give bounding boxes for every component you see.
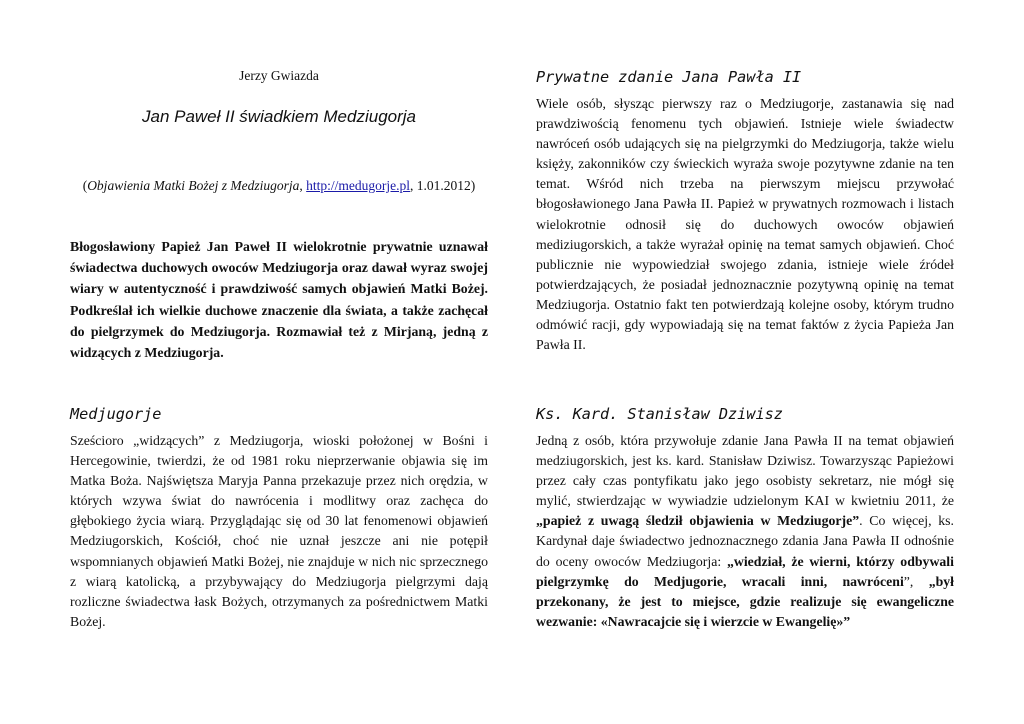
dziwisz-quote-3: „był przekonany, że jest to miejsce, gdzie realizuje się ewangeliczne wezwanie: «Nawracajcie się i wierzcie w Ewangelię»” [536, 573, 954, 629]
document-title: Jan Paweł II świadkiem Medziugorja [141, 107, 416, 126]
section-heading-private-opinion: Prywatne zdanie Jana Pawła II [536, 68, 802, 86]
source-separator: , [299, 178, 307, 193]
dziwisz-text-2: . Co więcej, ks. Kardynał daje świadectwo jednoznacznego zdania Jana Pawła II odnośnie do oceny owoców Medziugorja: [536, 513, 954, 569]
section-text-private-opinion: Wiele osób, słysząc pierwszy raz o Medziugorje, zastanawia się nad prawdziwością fenomenu tych objawień. Istnieje wiele świadectw nawróceń osób udających się na pielgrzymki do Medziugorja, także wielu księży, zakonników czy świeckich wyraża swoje pozytywne zdanie na ten temat. Wśród nich trzeba na pierwszym miejscu przywołać błogosławionego Jana Pawła II. Papież w prywatnych rozmowach i listach wielokrotnie odnosił się do duchowych owoców objawień mediziugorskich, a także wyrażał opinię na temat samych objawień. Choć publicznie nie wypowiedział swojego zdania, istnieje wiele źródeł potwierdzających, że posiadał jednoznacznie pozytywną opinię na temat Medziugorja. Ostatnio fakt ten potwierdzają kolejne osoby, którym trudno odmówić racji, gdy wypowiadają się na temat faktów z życia Papieża Jan Pawła II. [536, 96, 954, 353]
source-date: , 1.01.2012) [410, 178, 476, 193]
source-publication: Objawienia Matki Bożej z Medziugorja [87, 178, 300, 193]
lead-paragraph: Błogosławiony Papież Jan Paweł II wielokrotnie prywatnie uznawał świadectwa duchowych owoców Medziugorja oraz dawał wyraz swojej wiary w autentyczność i prawdziwość samych objawień Matki Bożej. Podkreślał ich wielkie duchowe znaczenie dla świata, a także zachęcał do pielgrzymek do Medziugorja. Rozmawiał też z Mirjaną, jedną z widzących z Medziugorja. [70, 239, 488, 361]
source-citation [70, 178, 488, 194]
section-text-dziwisz [536, 431, 954, 632]
author-name: Jerzy Gwiazda [239, 68, 319, 83]
dziwisz-text-3: ”, [903, 573, 929, 589]
dziwisz-quote-1: „papież z uwagą śledził objawienia w Medziugorje” [536, 513, 860, 529]
dziwisz-text-1: Jedną z osób, która przywołuje zdanie Jana Pawła II na temat objawień medziugorskich, jest ks. kard. Stanisław Dziwisz. Towarzysząc Papieżowi przez cały czas pontyfikatu jako jego osobisty sekretarz, nie mógł się mylić, stwierdzając w wywiadzie udzielonym KAI w kwietniu 2011, że [536, 433, 954, 509]
section-heading-dziwisz: Ks. Kard. Stanisław Dziwisz [536, 405, 783, 423]
source-open-paren: ( [82, 178, 88, 193]
source-link[interactable]: http://medugorje.pl [306, 178, 411, 193]
section-heading-medjugorje: Medjugorje [70, 405, 162, 423]
section-text-medjugorje: Sześcioro „widzących” z Medziugorja, wioski położonej w Bośni i Hercegowinie, twierdzi, że od 1981 roku nieprzerwanie objawia się im Matka Boża. Najświętsza Maryja Panna przekazuje przez nich orędzia, w których wzywa świat do nawrócenia i modlitwy oraz zachęca do głębokiego życia wiarą. Przyglądając się od 30 lat fenomenowi objawień Medziugorskich, Kościół, choć nie uznał jeszcze ani nie potępił wspomnianych objawień Matki Bożej, nie znajduje w nich nic sprzecznego z wiarą katolicką, a przybywający do Medziugorja pielgrzymi dają rozliczne świadectwa łask Bożych, otrzymanych za pośrednictwem Matki Bożej. [70, 433, 488, 629]
dziwisz-quote-2: „wiedział, że wierni, którzy odbywali pielgrzymkę do Medjugorie, wracali inni, nawróceni [536, 553, 954, 589]
